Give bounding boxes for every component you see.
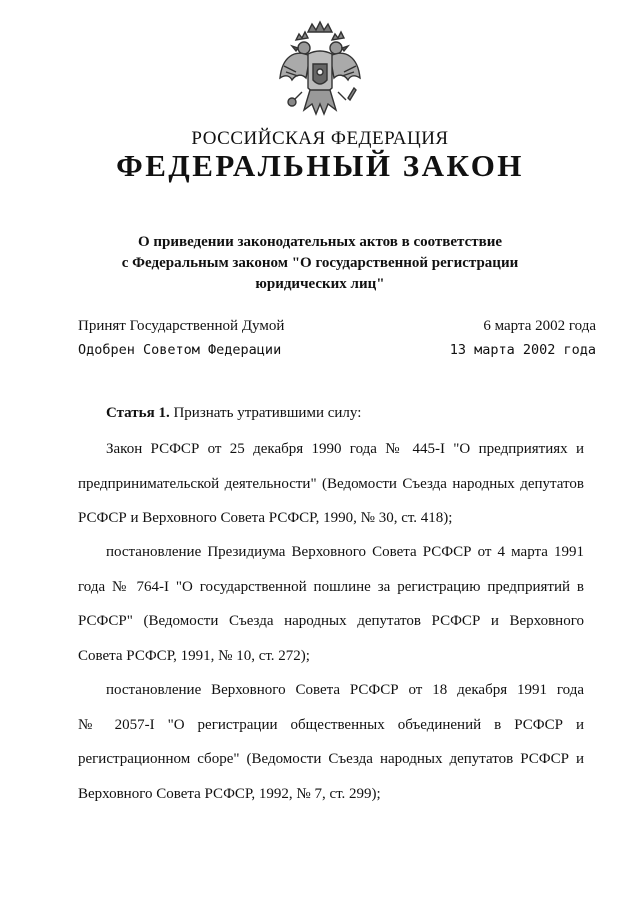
paragraph-line: Закон РСФСР от 25 декабря 1990 года № 445-I "О предприятиях и [106, 441, 584, 457]
paragraph-line: регистрационном сборе" (Ведомости Съезда народных депутатов РСФСР и [78, 751, 584, 767]
paragraph-line: постановление Президиума Верховного Совета РСФСР от 4 марта 1991 [106, 544, 584, 560]
paragraph-line: РСФСР и Верховного Совета РСФСР, 1990, № 30, ст. 418); [78, 510, 453, 526]
double-headed-eagle-icon [276, 18, 364, 122]
council-label: Одобрен Советом Федерации [78, 342, 282, 358]
paragraph-line: года № 764-I "О государственной пошлине за регистрацию предприятий в [78, 578, 584, 595]
paragraph-line: Совета РСФСР, 1991, № 10, ст. 272); [78, 647, 310, 664]
country-name: РОССИЙСКАЯ ФЕДЕРАЦИЯ [191, 128, 449, 149]
article-paragraph [78, 673, 584, 811]
law-title-line: с Федеральным законом "О государственной регистрации [121, 255, 519, 271]
duma-date: 6 марта 2002 года [483, 318, 596, 334]
paragraph-line: Верховного Совета РСФСР, 1992, № 7, ст. 299); [78, 785, 381, 802]
article-number: Статья 1. [106, 405, 170, 421]
article-paragraph [78, 432, 584, 536]
law-title-line: юридических лиц" [255, 276, 385, 292]
paragraph-line: РСФСР" (Ведомости Съезда народных депутатов РСФСР и Верховного [78, 613, 584, 629]
article-heading-text: Признать утратившими силу: [173, 405, 362, 421]
council-date: 13 марта 2002 года [449, 342, 596, 358]
law-type-heading: ФЕДЕРАЛЬНЫЙ ЗАКОН [116, 148, 524, 183]
paragraph-line: предпринимательской деятельности" (Ведомости Съезда народных депутатов [78, 475, 584, 492]
duma-label: Принят Государственной Думой [78, 318, 285, 334]
article-paragraph [78, 535, 584, 673]
paragraph-line: постановление Верховного Совета РСФСР от 18 декабря 1991 года [106, 682, 584, 698]
article-heading [78, 396, 584, 431]
law-title-line: О приведении законодательных актов в соответствие [137, 234, 503, 250]
paragraph-line: № 2057-I "О регистрации общественных объединений в РСФСР и [78, 716, 584, 733]
law-title [0, 232, 640, 295]
